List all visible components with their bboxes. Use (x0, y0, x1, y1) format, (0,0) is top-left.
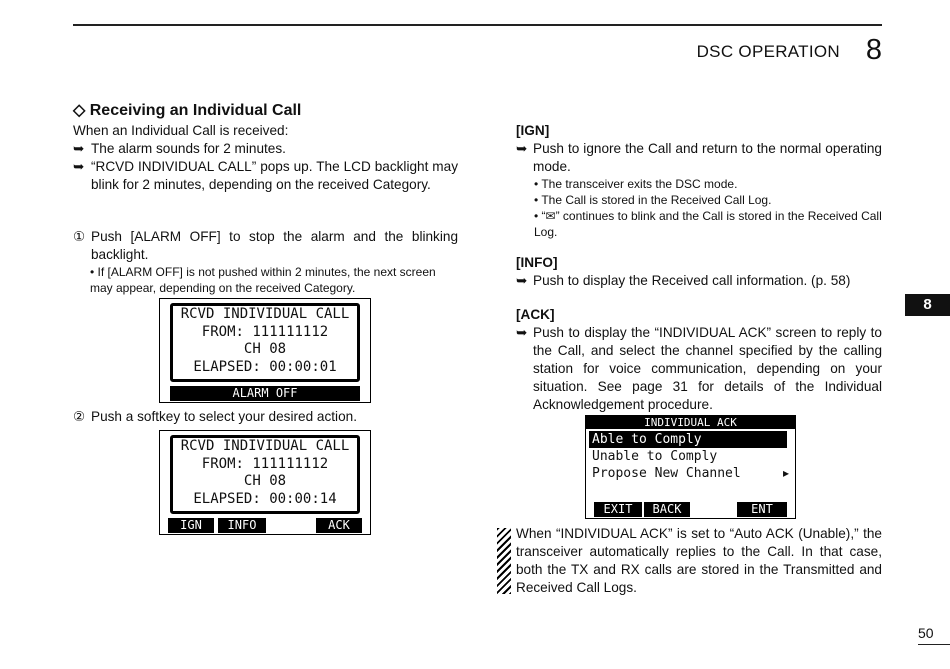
step-marker: ② (73, 409, 86, 424)
arrow-icon: ➥ (73, 141, 85, 156)
page-number-rule (918, 644, 950, 645)
info-text (516, 272, 882, 290)
softkey-ent[interactable]: ENT (737, 502, 787, 517)
softkey-info[interactable]: INFO (218, 518, 266, 533)
lcd-line: RCVD INDIVIDUAL CALL (180, 306, 350, 322)
lcd-screen-alarm (159, 298, 371, 403)
section-heading: ◇ Receiving an Individual Call (73, 102, 302, 119)
softkey-ign[interactable]: IGN (168, 518, 214, 533)
info-heading: [INFO] (516, 255, 558, 270)
lcd-line: CH 08 (243, 341, 287, 357)
lcd-line: ELAPSED: 00:00:14 (193, 491, 337, 507)
lcd-line: RCVD INDIVIDUAL CALL (180, 438, 350, 454)
arrow-icon: ➥ (73, 159, 85, 174)
option-able-to-comply[interactable]: Able to Comply (589, 431, 787, 448)
bullet-alarm (73, 140, 458, 158)
bullet-popup (73, 158, 458, 194)
softkey-alarm-off[interactable]: ALARM OFF (170, 386, 360, 401)
arrow-icon: ➥ (516, 273, 528, 288)
option-unable-to-comply[interactable]: Unable to Comply (592, 449, 718, 464)
step-text: Push a softkey to select your desired action. (91, 409, 357, 424)
lcd-screen-individual-ack (585, 415, 796, 519)
step-text: Push [ALARM OFF] to stop the alarm and the blinking backlight. (91, 229, 458, 262)
ack-screen-title: INDIVIDUAL ACK (586, 416, 795, 429)
arrow-icon: ➥ (516, 141, 528, 156)
lcd-line: FROM: 111111112 (201, 324, 329, 340)
chapter-number: 8 (865, 34, 882, 66)
lcd-line: ELAPSED: 00:00:01 (193, 359, 337, 375)
lcd-line: FROM: 111111112 (201, 456, 329, 472)
softkey-exit[interactable]: EXIT (594, 502, 642, 517)
bullet-text: “RCVD INDIVIDUAL CALL” pops up. The LCD backlight may blink for 2 minutes, depending on the received Category. (91, 159, 458, 192)
ign-note: • The Call is stored in the Received Call Log. (534, 193, 772, 207)
step-1 (73, 228, 458, 264)
intro-text: When an Individual Call is received: (73, 123, 289, 138)
lcd-line: CH 08 (243, 473, 287, 489)
step-2 (73, 408, 458, 426)
bullet-text: The alarm sounds for 2 minutes. (91, 141, 286, 156)
auto-ack-note: When “INDIVIDUAL ACK” is set to “Auto ACK (Unable),” the transceiver automatically replies to the Call. In that case, both the TX and RX calls are stored in the Transmitted and Received Call Logs. (516, 526, 882, 595)
lcd-screen-call (159, 430, 371, 535)
ack-text (516, 324, 882, 414)
ign-text (516, 140, 882, 176)
section-title: DSC OPERATION (696, 42, 840, 61)
arrow-icon: ➥ (516, 325, 528, 340)
ign-note: • “✉” continues to blink and the Call is stored in the Received Call Log. (534, 209, 882, 239)
chapter-side-tab: 8 (905, 294, 950, 316)
info-description: Push to display the Received call information. (p. 58) (533, 273, 851, 288)
ack-description: Push to display the “INDIVIDUAL ACK” screen to reply to the Call, and select the channel specified by the calling station for voice communication, depending on your situation. See page 31 for details of the Individual Acknowledgement procedure. (533, 325, 882, 412)
ign-description: Push to ignore the Call and return to the normal operating mode. (533, 141, 882, 174)
ack-heading: [ACK] (516, 307, 555, 322)
header-rule (73, 24, 882, 26)
option-propose-new-channel[interactable]: Propose New Channel (592, 466, 741, 481)
page-number: 50 (918, 625, 934, 641)
ign-heading: [IGN] (516, 123, 550, 138)
ign-note: • The transceiver exits the DSC mode. (534, 177, 738, 191)
softkey-back[interactable]: BACK (644, 502, 690, 517)
submenu-arrow-icon: ▸ (782, 466, 789, 480)
note-hatch-icon (497, 528, 511, 594)
softkey-ack[interactable]: ACK (316, 518, 362, 533)
step-1-note: • If [ALARM OFF] is not pushed within 2 minutes, the next screen may appear, depending on the received Category. (90, 265, 436, 295)
step-marker: ① (73, 229, 86, 244)
